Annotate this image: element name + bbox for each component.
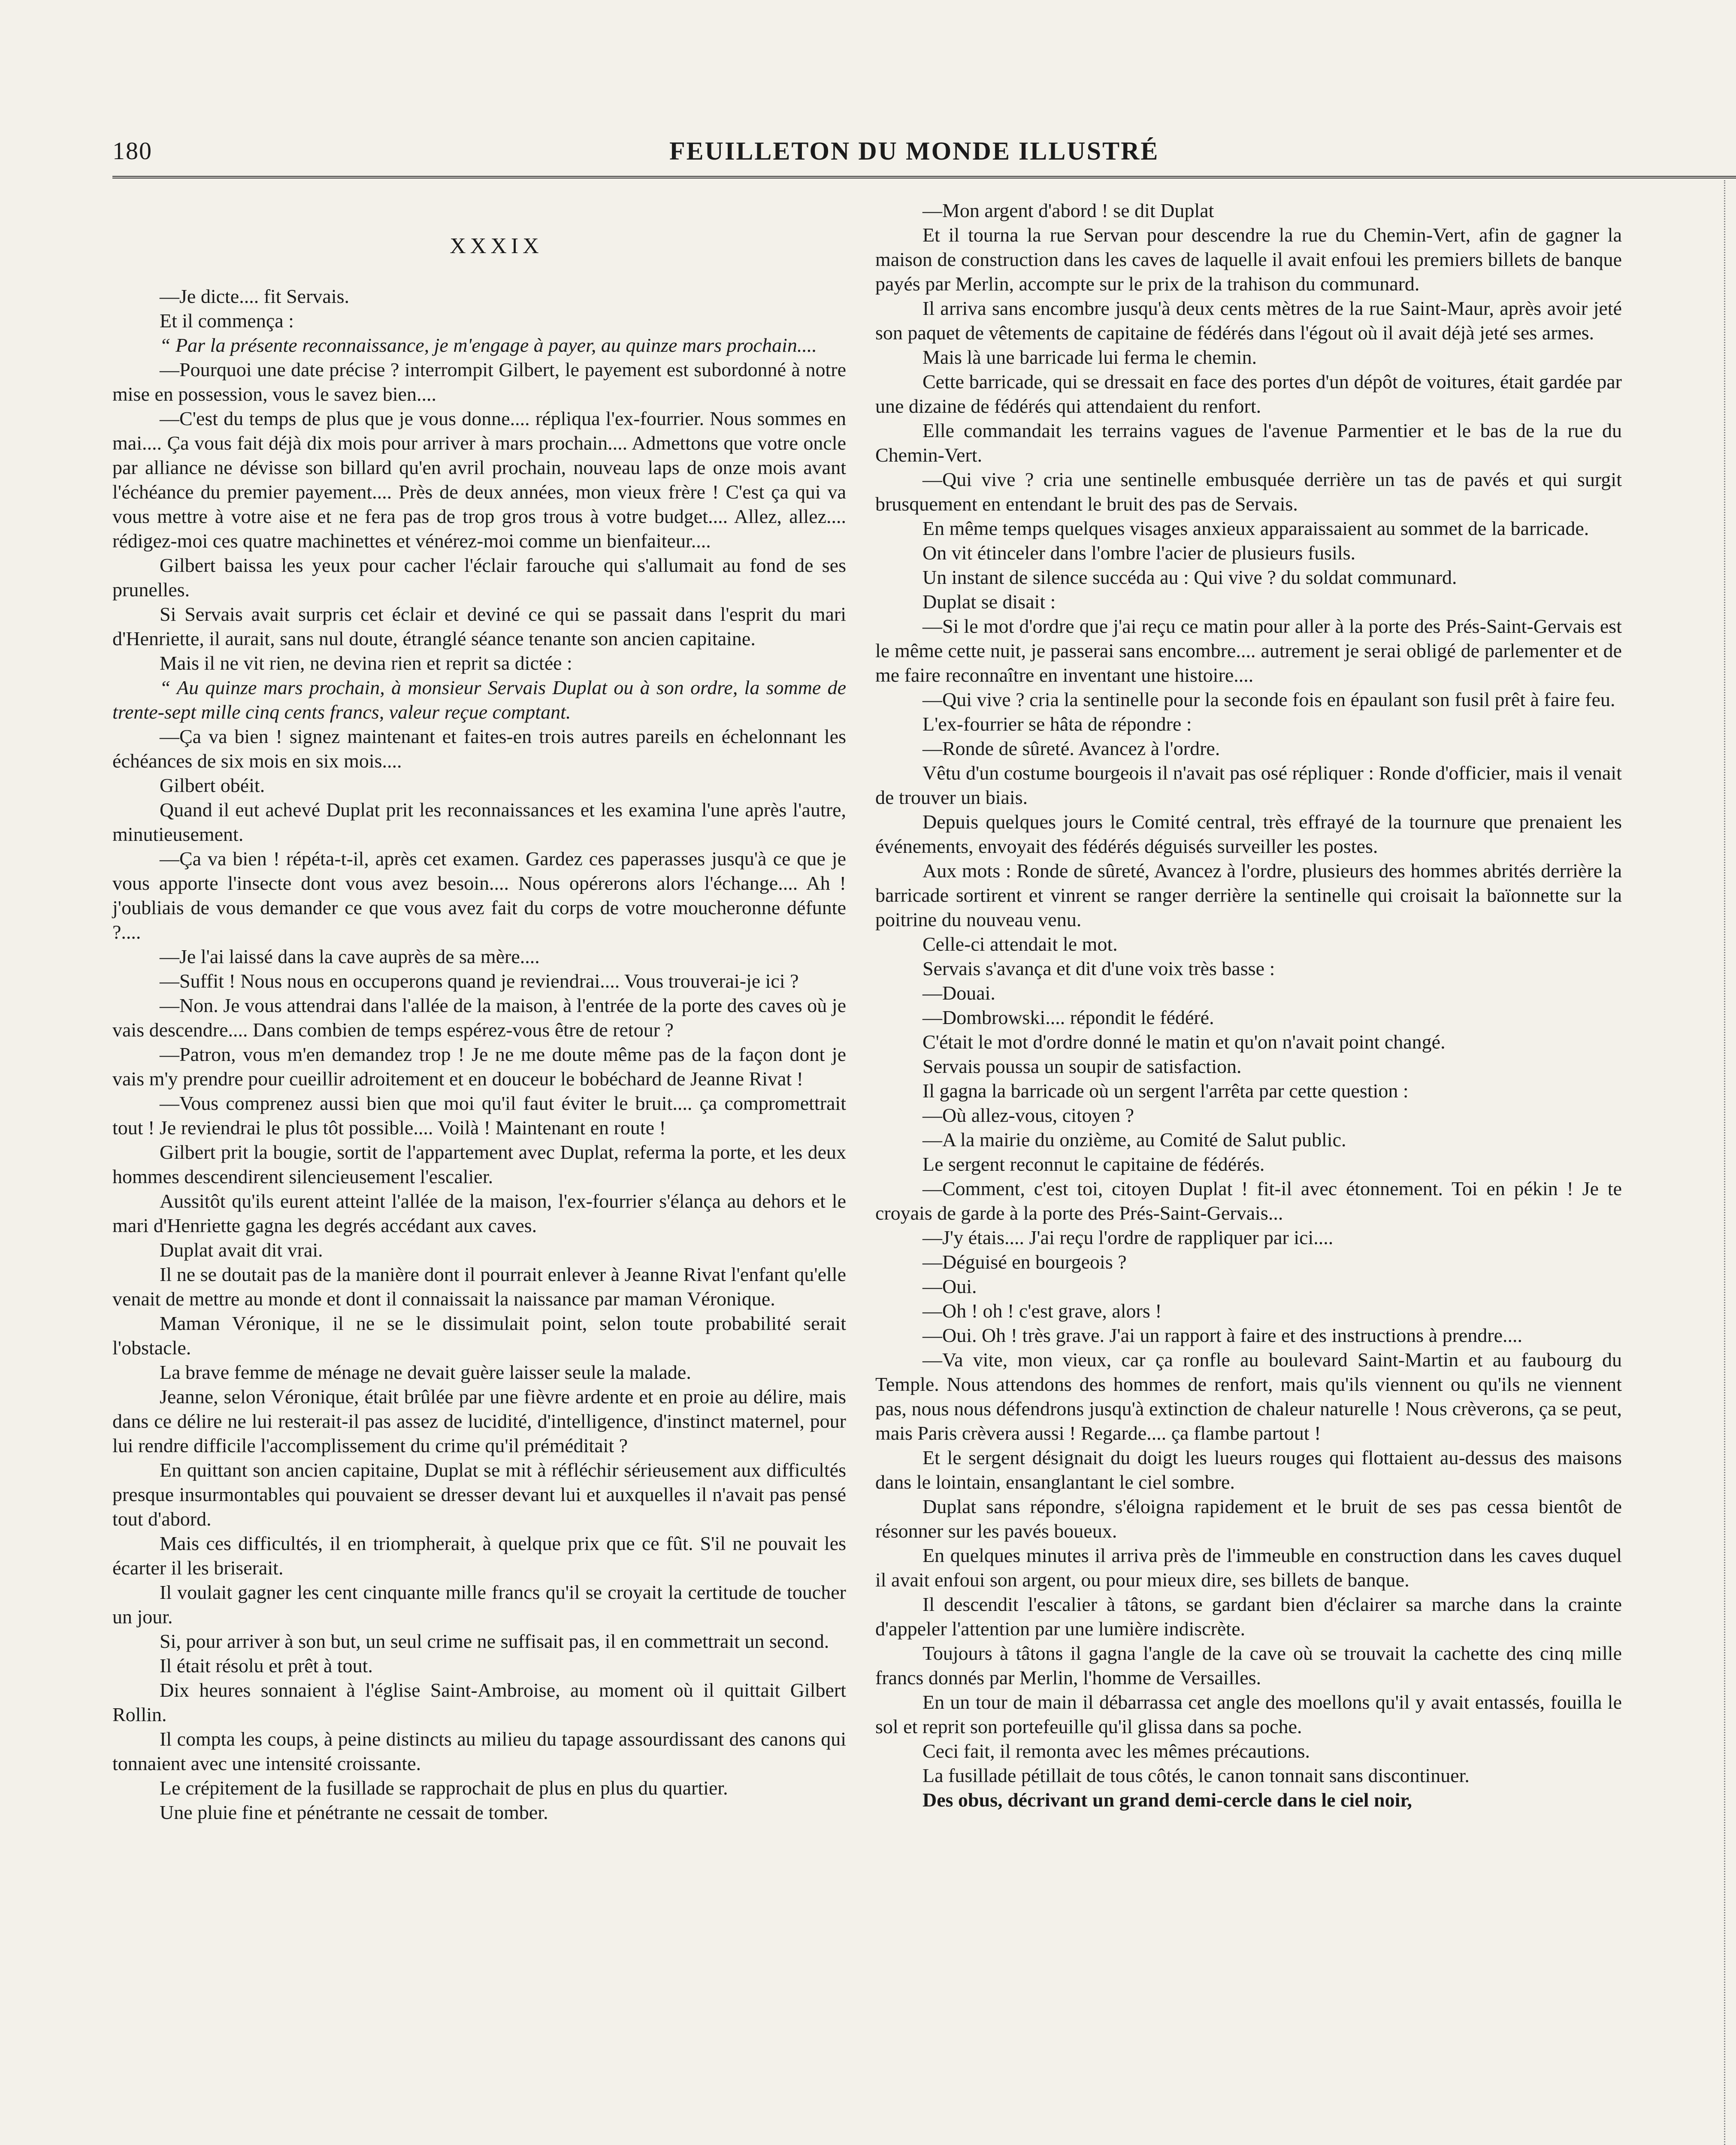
paragraph: —Oh ! oh ! c'est grave, alors ! — [922, 1300, 1162, 1322]
paragraph: “ Au quinze mars prochain, à monsieur Servais Duplat ou à son ordre, la somme de trente-sept mille cinq cents francs, valeur reçue comptant. — [112, 677, 846, 723]
paragraph: —Suffit ! Nous nous en occuperons quand je reviendrai.... Vous trouverai-je ici ? — [160, 970, 799, 992]
paragraph: L'ex-fourrier se hâta de répondre : — [922, 713, 1192, 735]
paragraph: On vit étinceler dans l'ombre l'acier de plusieurs fusils. — [922, 542, 1356, 564]
paragraph: —Mon argent d'abord ! se dit Duplat — [922, 199, 1214, 221]
paragraph: —Je l'ai laissé dans la cave auprès de sa mère.... — [160, 946, 540, 967]
paragraph: Le sergent reconnut le capitaine de fédérés. — [922, 1153, 1265, 1175]
paragraph: La fusillade pétillait de tous côtés, le canon tonnait sans discontinuer. — [922, 1764, 1470, 1786]
paragraph: Il arriva sans encombre jusqu'à deux cents mètres de la rue Saint-Maur, après avoir jeté son paquet de vêtements de capitaine de fédérés dans l'égout où il avait déjà jeté ses armes. — [875, 297, 1622, 344]
paragraph: Quand il eut achevé Duplat prit les reconnaissances et les examina l'une après l'autre, minutieusement. — [112, 799, 846, 845]
paragraph: —Dombrowski.... répondit le fédéré. — [922, 1006, 1214, 1028]
paragraph: —Patron, vous m'en demandez trop ! Je ne me doute même pas de la façon dont je vais m'y prendre pour cueillir adroitement et en douceur le bobéchard de Jeanne Rivat ! — [112, 1043, 846, 1090]
paragraph: Ceci fait, il remonta avec les mêmes précautions. — [922, 1740, 1310, 1762]
paragraph: —J'y étais.... J'ai reçu l'ordre de rappliquer par ici.... — [922, 1227, 1334, 1248]
running-title: FEUILLETON DU MONDE ILLUSTRÉ — [669, 137, 1159, 165]
paragraph: —Je dicte.... fit Servais. — [160, 285, 350, 307]
paragraph: La brave femme de ménage ne devait guère laisser seule la malade. — [160, 1361, 691, 1383]
left-column — [112, 234, 846, 1825]
paragraph: —A la mairie du onzième, au Comité de Salut public. — [922, 1129, 1346, 1151]
paragraph: Il compta les coups, à peine distincts au milieu du tapage assourdissant des canons qui tonnaient avec une intensité croissante. — [112, 1728, 846, 1774]
paragraph: Jeanne, selon Véronique, était brûlée par une fièvre ardente et en proie au délire, mais dans ce délire ne lui resterait-il pas assez de lucidité, d'intelligence, d'instinct maternel, pour lui rendre difficile l'accomplissement du crime qu'il préméditait ? — [112, 1386, 846, 1456]
chapter-title: XXXIX — [450, 234, 543, 258]
paragraph: En même temps quelques visages anxieux apparaissaient au sommet de la barricade. — [922, 517, 1589, 539]
paragraph: Il descendit l'escalier à tâtons, se gardant bien d'éclairer sa marche dans la crainte d'appeler l'attention par une lumière indiscrète. — [875, 1593, 1622, 1640]
paragraph: “ Par la présente reconnaissance, je m'engage à payer, au quinze mars prochain.... — [160, 334, 817, 356]
paragraph: En quittant son ancien capitaine, Duplat se mit à réfléchir sérieusement aux difficultés presque insurmontables qui pouvaient se dresser devant lui et auxquelles il n'avait pas pensé tout d'abord. — [112, 1459, 846, 1530]
paragraph: Et il tourna la rue Servan pour descendre la rue du Chemin-Vert, afin de gagner la maison de construction dans les caves de laquelle il avait enfoui les premiers billets de banque payés par Merlin, accompte sur le prix de la trahison du communard. — [875, 224, 1622, 295]
paragraph: Si Servais avait surpris cet éclair et deviné ce qui se passait dans l'esprit du mari d'Henriette, il aurait, sans nul doute, étranglé séance tenante son ancien capitaine. — [112, 603, 846, 650]
paragraph: Duplat se disait : — [922, 591, 1056, 613]
paragraph: —Va vite, mon vieux, car ça ronfle au boulevard Saint-Martin et au faubourg du Temple. Nous attendons des hommes de renfort, mais qu'ils viennent ou qu'ils ne viennent pas, nous nous défendrons jusqu'à extinction de chaleur naturelle ! Nous crèverons, ça se peut, mais Paris crèvera aussi ! Regarde.... ça flambe partout ! — [875, 1349, 1622, 1444]
gutter-line — [1724, 180, 1725, 2145]
paragraph: Si, pour arriver à son but, un seul crime ne suffisait pas, il en commettrait un second. — [160, 1630, 829, 1652]
header-rule — [112, 176, 1736, 178]
paragraph: Servais s'avança et dit d'une voix très basse : — [922, 958, 1275, 979]
paragraph: —Ça va bien ! signez maintenant et faites-en trois autres pareils en échelonnant les échéances de six mois en six mois.... — [112, 725, 846, 772]
paragraph: Gilbert prit la bougie, sortit de l'appartement avec Duplat, referma la porte, et les deux hommes descendirent silencieusement l'escalier. — [112, 1141, 846, 1187]
paragraph: Dix heures sonnaient à l'église Saint-Ambroise, au moment où il quittait Gilbert Rollin. — [112, 1679, 846, 1725]
paragraph: En quelques minutes il arriva près de l'immeuble en construction dans les caves duquel il avait enfoui son argent, ou pour mieux dire, ses billets de banque. — [875, 1544, 1622, 1591]
paragraph: C'était le mot d'ordre donné le matin et qu'on n'avait point changé. — [922, 1031, 1446, 1053]
paragraph: Duplat sans répondre, s'éloigna rapidement et le bruit de ses pas cessa bientôt de résonner sur les pavés boueux. — [875, 1495, 1622, 1542]
paragraph: Elle commandait les terrains vagues de l'avenue Parmentier et le bas de la rue du Chemin-Vert. — [875, 420, 1622, 466]
paragraph: —Ronde de sûreté. Avancez à l'ordre. — [922, 737, 1220, 759]
paragraph: Toujours à tâtons il gagna l'angle de la cave où se trouvait la cachette des cinq mille francs donnés par Merlin, l'homme de Versailles. — [875, 1642, 1622, 1689]
right-column — [875, 198, 1622, 1812]
paragraph: Gilbert obéit. — [160, 774, 265, 796]
paragraph: —Qui vive ? cria la sentinelle pour la seconde fois en épaulant son fusil prêt à faire feu. — [922, 689, 1615, 710]
paragraph: Des obus, décrivant un grand demi-cercle dans le ciel noir, — [922, 1789, 1412, 1811]
paragraph: Il voulait gagner les cent cinquante mille francs qu'il se croyait la certitude de toucher un jour. — [112, 1581, 846, 1628]
paragraph: Une pluie fine et pénétrante ne cessait de tomber. — [160, 1801, 548, 1823]
paragraph: —Où allez-vous, citoyen ? — [922, 1104, 1134, 1126]
paragraph: Aux mots : Ronde de sûreté, Avancez à l'ordre, plusieurs des hommes abrités derrière la barricade sortirent et vinrent se ranger derrière la sentinelle qui croisait la baïonnette sur la poitrine du nouveau venu. — [875, 860, 1622, 931]
paragraph: Mais là une barricade lui ferma le chemin. — [922, 346, 1257, 368]
paragraph: —Non. Je vous attendrai dans l'allée de la maison, à l'entrée de la porte des caves où je vais descendre.... Dans combien de temps espérez-vous être de retour ? — [112, 994, 846, 1041]
paragraph: Un instant de silence succéda au : Qui vive ? du soldat communard. — [922, 566, 1457, 588]
paragraph: Il gagna la barricade où un sergent l'arrêta par cette question : — [922, 1080, 1409, 1102]
paragraph: Duplat avait dit vrai. — [160, 1239, 323, 1261]
paragraph: —Douai. — [922, 982, 995, 1004]
paragraph: En un tour de main il débarrassa cet angle des moellons qu'il y avait entassés, fouilla le sol et reprit son portefeuille qu'il glissa dans sa poche. — [875, 1691, 1622, 1737]
paragraph: —Oui. — [922, 1275, 977, 1297]
paragraph: Mais il ne vit rien, ne devina rien et reprit sa dictée : — [160, 652, 572, 674]
paragraph: Il était résolu et prêt à tout. — [160, 1655, 373, 1677]
paragraph: —Déguisé en bourgeois ? — [922, 1251, 1127, 1273]
paragraph: —Ça va bien ! répéta-t-il, après cet examen. Gardez ces paperasses jusqu'à ce que je vous apporte l'insecte dont vous avez besoin.... Nous opérerons alors l'échange.... Ah ! j'oubliais de vous demander ce que vous avez fait du corps de votre moucheronne défunte ?.... — [112, 848, 846, 943]
paragraph: Servais poussa un soupir de satisfaction. — [922, 1055, 1242, 1077]
paragraph: Il ne se doutait pas de la manière dont il pourrait enlever à Jeanne Rivat l'enfant qu'elle venait de mettre au monde et dont il connaissait la naissance par maman Véronique. — [112, 1263, 846, 1310]
paragraph: Depuis quelques jours le Comité central, très effrayé de la tournure que prenaient les événements, envoyait des fédérés déguisés surveiller les postes. — [875, 811, 1622, 857]
paragraph: Et le sergent désignait du doigt les lueurs rouges qui flottaient au-dessus des maisons dans le lointain, ensanglantant le ciel sombre. — [875, 1447, 1622, 1493]
page-number: 180 — [112, 137, 152, 165]
paragraph: Vêtu d'un costume bourgeois il n'avait pas osé répliquer : Ronde d'officier, mais il venait de trouver un biais. — [875, 762, 1622, 808]
paragraph: —Pourquoi une date précise ? interrompit Gilbert, le payement est subordonné à notre mise en possession, vous le savez bien.... — [112, 359, 846, 405]
paragraph: Cette barricade, qui se dressait en face des portes d'un dépôt de voitures, était gardée par une dizaine de fédérés qui attendaient du renfort. — [875, 371, 1622, 417]
paragraph: —C'est du temps de plus que je vous donne.... répliqua l'ex-fourrier. Nous sommes en mai.... Ça vous fait déjà dix mois pour arriver à mars prochain.... Admettons que votre oncle par alliance ne dévisse son billard qu'en avril prochain, nouveau laps de onze mois avant l'échéance du premier payement.... Près de deux années, mon vieux frère ! C'est ça qui va vous mettre à votre aise et ne fera pas de trop gros trous à votre budget.... Allez, allez.... rédigez-moi ces quatre machinettes et vénérez-moi comme un bienfaiteur.... — [112, 408, 846, 552]
paragraph: —Comment, c'est toi, citoyen Duplat ! fit-il avec étonnement. Toi en pékin ! Je te croyais de garde à la porte des Prés-Saint-Gervais... — [875, 1178, 1622, 1224]
paragraph: Et il commença : — [160, 310, 294, 332]
paragraph: Aussitôt qu'ils eurent atteint l'allée de la maison, l'ex-fourrier s'élança au dehors et le mari d'Henriette gagna les degrés accédant aux caves. — [112, 1190, 846, 1236]
paragraph: —Vous comprenez aussi bien que moi qu'il faut éviter le bruit.... ça compromettrait tout ! Je reviendrai le plus tôt possible.... Voilà ! Maintenant en route ! — [112, 1092, 846, 1139]
paragraph: —Oui. Oh ! très grave. J'ai un rapport à faire et des instructions à prendre.... — [922, 1324, 1523, 1346]
paragraph: Celle-ci attendait le mot. — [922, 933, 1118, 955]
paragraph: —Si le mot d'ordre que j'ai reçu ce matin pour aller à la porte des Prés-Saint-Gervais est le même cette nuit, je passerai sans encombre.... autrement je serai obligé de parlementer et de me faire reconnaître en inventant une histoire.... — [875, 615, 1622, 686]
paragraph: Le crépitement de la fusillade se rapprochait de plus en plus du quartier. — [160, 1777, 728, 1799]
paragraph: —Qui vive ? cria une sentinelle embusquée derrière un tas de pavés et qui surgit brusquement en entendant le bruit des pas de Servais. — [875, 468, 1622, 515]
paragraph: Gilbert baissa les yeux pour cacher l'éclair farouche qui s'allumait au fond de ses prunelles. — [112, 554, 846, 601]
paragraph: Mais ces difficultés, il en triompherait, à quelque prix que ce fût. S'il ne pouvait les écarter il les briserait. — [112, 1532, 846, 1579]
paragraph: Maman Véronique, il ne se le dissimulait point, selon toute probabilité serait l'obstacle. — [112, 1312, 846, 1359]
